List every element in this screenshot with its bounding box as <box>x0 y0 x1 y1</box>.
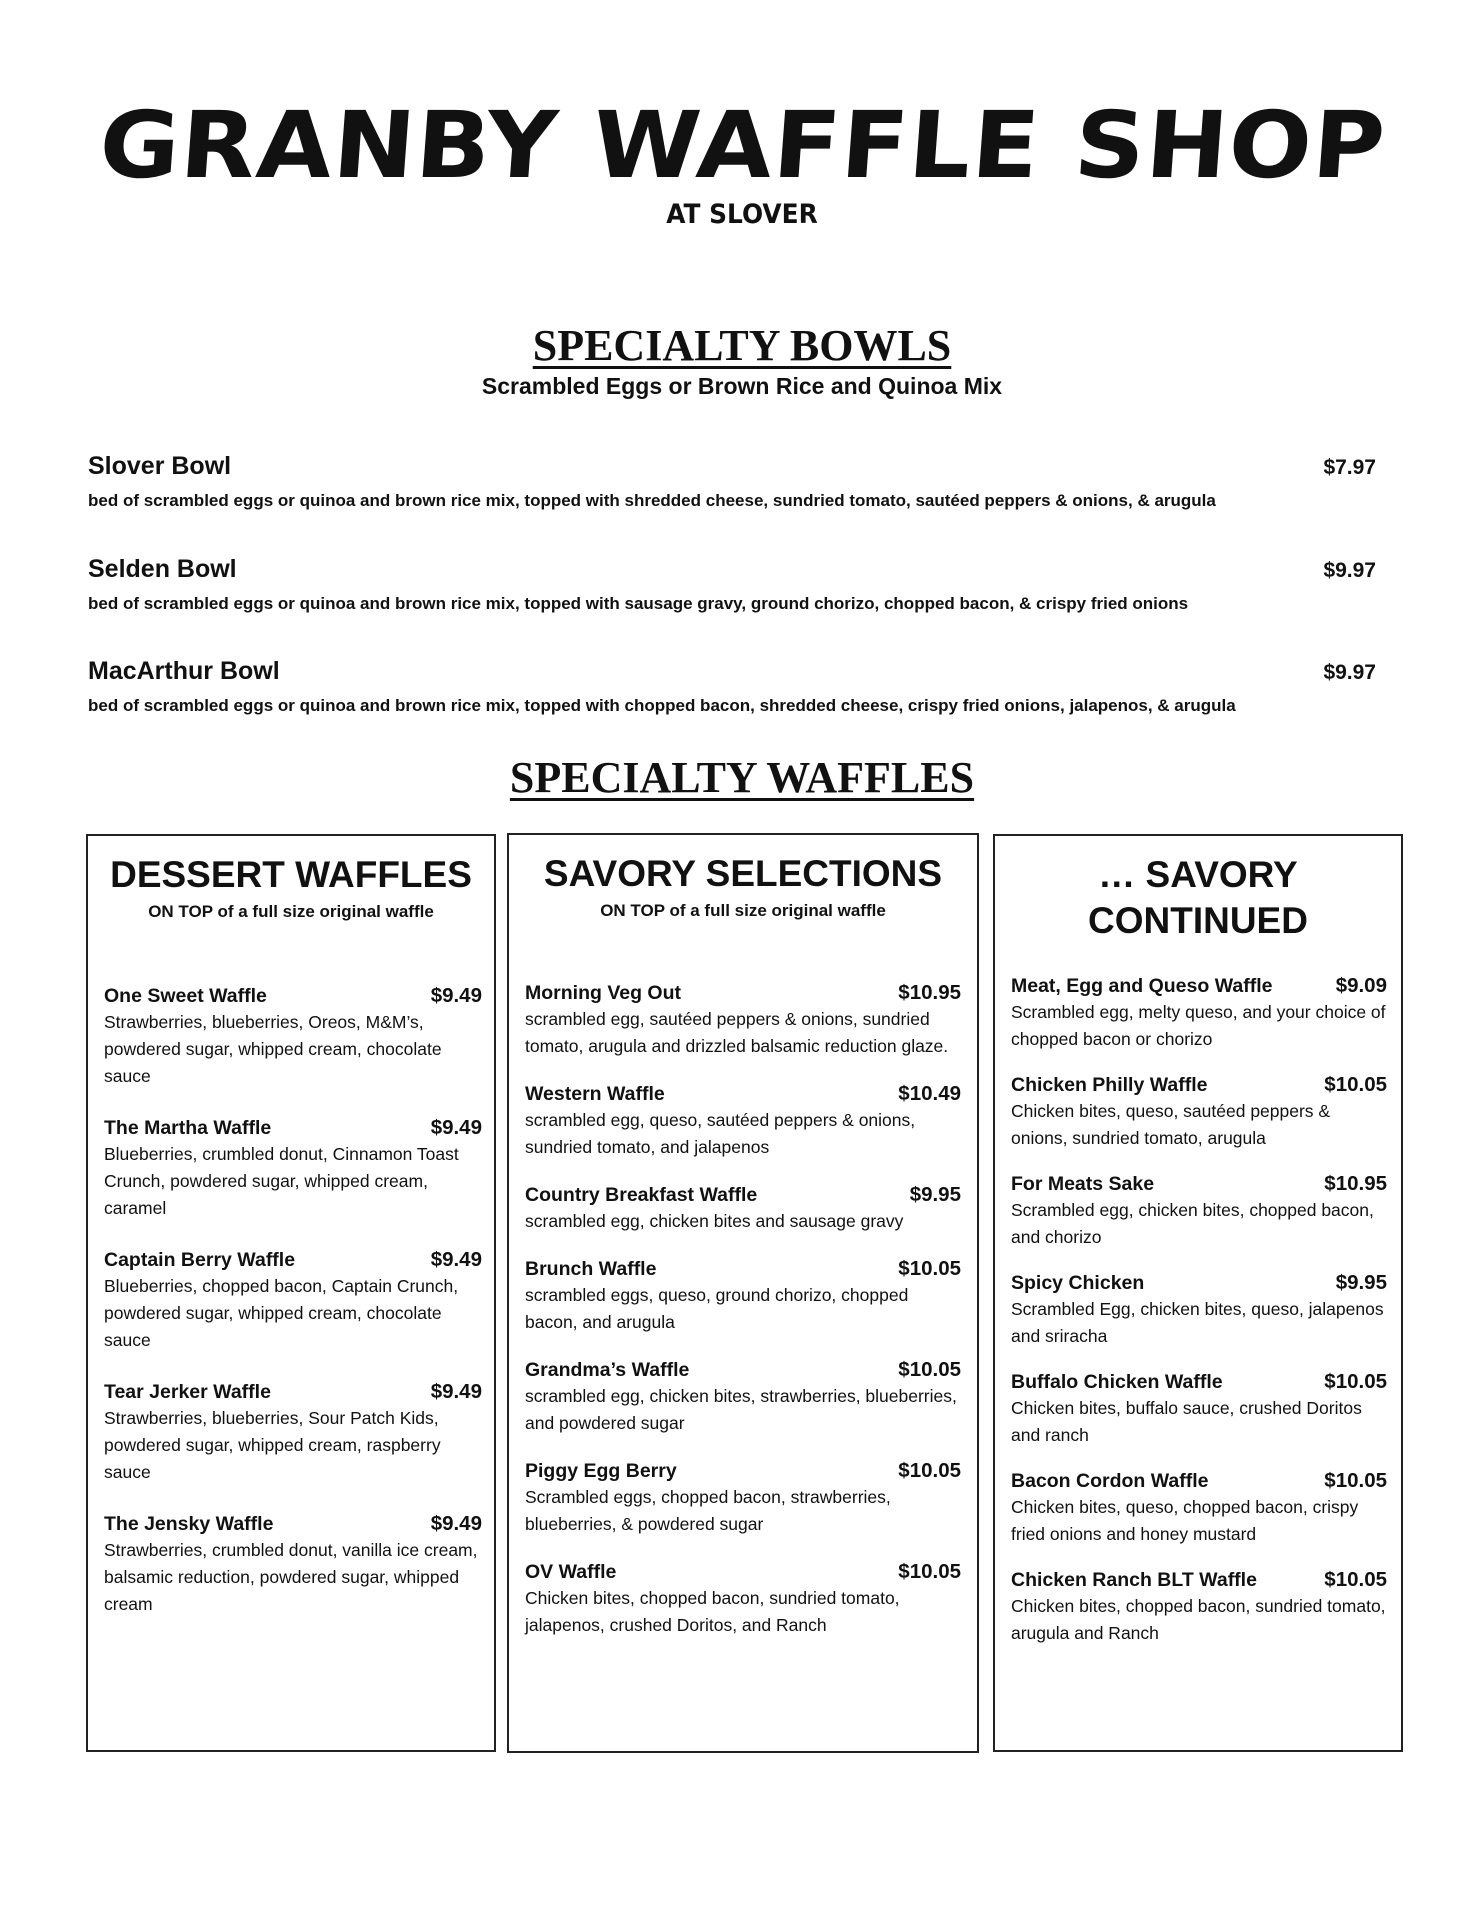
item-description: Chicken bites, chopped bacon, sundried tomato, jalapenos, crushed Doritos, and Ranch <box>525 1588 900 1635</box>
item-price: $9.95 <box>909 1183 961 1206</box>
shop-title: GRANBY WAFFLE SHOP <box>95 92 1389 199</box>
item-description: Chicken bites, buffalo sauce, crushed Doritos and ranch <box>1011 1398 1362 1445</box>
item-name: For Meats Sake <box>1011 1173 1155 1195</box>
item-name: Brunch Waffle <box>525 1258 657 1280</box>
item-price: $9.49 <box>430 1380 482 1403</box>
bowl-price: $7.97 <box>1323 456 1376 479</box>
item-name: The Jensky Waffle <box>104 1513 274 1535</box>
item-name: Grandma’s Waffle <box>525 1359 690 1381</box>
bowl-name: MacArthur Bowl <box>88 657 280 685</box>
item-price: $9.95 <box>1335 1271 1387 1294</box>
item-name: Tear Jerker Waffle <box>104 1381 271 1403</box>
savory-selections-box <box>507 833 979 1753</box>
menu-item <box>525 1358 961 1437</box>
shop-logo <box>0 92 1484 232</box>
item-name: Morning Veg Out <box>525 982 681 1004</box>
bowl-description: bed of scrambled eggs or quinoa and brown rice mix, topped with sausage gravy, ground chorizo, chopped bacon, & crispy fried onions <box>88 594 1189 613</box>
menu-item <box>1011 1370 1387 1449</box>
item-name: Spicy Chicken <box>1011 1272 1145 1294</box>
item-name: Captain Berry Waffle <box>104 1249 296 1271</box>
menu-item <box>104 1248 482 1354</box>
item-name: Piggy Egg Berry <box>525 1460 677 1482</box>
item-description: Scrambled egg, chicken bites, chopped bacon, and chorizo <box>1011 1200 1374 1247</box>
bowl-item <box>88 452 1376 511</box>
item-description: scrambled egg, sautéed peppers & onions, sundried tomato, arugula and drizzled balsamic reduction glaze. <box>525 1009 949 1056</box>
menu-item <box>525 981 961 1060</box>
item-name: OV Waffle <box>525 1561 617 1583</box>
bowls-heading: SPECIALTY BOWLS <box>532 321 952 370</box>
box-title: … SAVORY CONTINUED <box>1088 854 1308 941</box>
item-price: $9.49 <box>430 984 482 1007</box>
item-description: Chicken bites, chopped bacon, sundried tomato, arugula and Ranch <box>1011 1596 1386 1643</box>
item-description: scrambled eggs, queso, ground chorizo, chopped bacon, and arugula <box>525 1285 909 1332</box>
menu-item <box>525 1560 961 1639</box>
menu-item <box>525 1459 961 1538</box>
item-description: scrambled egg, queso, sautéed peppers & onions, sundried tomato, and jalapenos <box>525 1110 916 1157</box>
menu-item <box>104 1512 482 1618</box>
bowl-item <box>88 555 1376 614</box>
menu-item <box>1011 1073 1387 1152</box>
item-description: Chicken bites, queso, chopped bacon, crispy fried onions and honey mustard <box>1011 1497 1359 1544</box>
item-description: Blueberries, chopped bacon, Captain Crunch, powdered sugar, whipped cream, chocolate sauce <box>104 1276 459 1350</box>
dessert-waffles-box <box>86 834 496 1752</box>
menu-item <box>1011 1172 1387 1251</box>
item-price: $10.49 <box>898 1082 961 1105</box>
item-name: Meat, Egg and Queso Waffle <box>1011 975 1273 997</box>
item-price: $9.49 <box>430 1248 482 1271</box>
item-name: Western Waffle <box>525 1083 665 1105</box>
menu-item <box>525 1082 961 1161</box>
waffles-heading: SPECIALTY WAFFLES <box>509 753 975 802</box>
item-description: scrambled egg, chicken bites, strawberries, blueberries, and powdered sugar <box>525 1386 957 1433</box>
menu-item <box>525 1257 961 1336</box>
menu-item <box>1011 974 1387 1053</box>
item-price: $10.05 <box>1324 1469 1387 1492</box>
menu-item <box>104 1380 482 1486</box>
shop-subtitle: AT SLOVER <box>666 199 818 230</box>
item-description: Scrambled Egg, chicken bites, queso, jalapenos and sriracha <box>1011 1299 1384 1346</box>
box-subtitle: ON TOP of a full size original waffle <box>600 901 886 920</box>
item-description: Scrambled eggs, chopped bacon, strawberries, blueberries, & powdered sugar <box>525 1487 891 1534</box>
menu-item <box>1011 1271 1387 1350</box>
item-name: Country Breakfast Waffle <box>525 1184 758 1206</box>
box-title: DESSERT WAFFLES <box>110 854 472 895</box>
bowl-price: $9.97 <box>1323 661 1376 684</box>
item-description: scrambled egg, chicken bites and sausage gravy <box>525 1211 904 1231</box>
item-price: $9.49 <box>430 1512 482 1535</box>
savory-continued-box <box>993 834 1403 1752</box>
item-price: $10.95 <box>898 981 961 1004</box>
item-description: Scrambled egg, melty queso, and your choice of chopped bacon or chorizo <box>1011 1002 1386 1049</box>
menu-item <box>104 984 482 1090</box>
item-price: $9.49 <box>430 1116 482 1139</box>
item-price: $10.05 <box>1324 1568 1387 1591</box>
item-name: Chicken Ranch BLT Waffle <box>1011 1569 1257 1591</box>
item-description: Strawberries, blueberries, Sour Patch Kids, powdered sugar, whipped cream, raspberry sauce <box>104 1408 441 1482</box>
item-description: Chicken bites, queso, sautéed peppers & onions, sundried tomato, arugula <box>1011 1101 1331 1148</box>
bowl-name: Selden Bowl <box>88 555 237 583</box>
item-price: $10.05 <box>898 1459 961 1482</box>
item-description: Strawberries, crumbled donut, vanilla ice cream, balsamic reduction, powdered sugar, whipped cream <box>104 1540 478 1614</box>
item-price: $10.05 <box>1324 1073 1387 1096</box>
bowl-name: Slover Bowl <box>88 452 232 480</box>
item-price: $10.05 <box>898 1560 961 1583</box>
item-price: $10.05 <box>898 1358 961 1381</box>
item-name: Chicken Philly Waffle <box>1011 1074 1208 1096</box>
item-name: Bacon Cordon Waffle <box>1011 1470 1209 1492</box>
bowl-description: bed of scrambled eggs or quinoa and brown rice mix, topped with shredded cheese, sundried tomato, sautéed peppers & onions, & arugula <box>88 491 1216 510</box>
menu-item <box>525 1183 961 1235</box>
item-name: Buffalo Chicken Waffle <box>1011 1371 1223 1393</box>
item-description: Strawberries, blueberries, Oreos, M&M’s, powdered sugar, whipped cream, chocolate sauce <box>104 1012 442 1086</box>
bowls-subheading: Scrambled Eggs or Brown Rice and Quinoa Mix <box>481 373 1003 399</box>
item-price: $9.09 <box>1335 974 1387 997</box>
item-name: The Martha Waffle <box>104 1117 272 1139</box>
item-description: Blueberries, crumbled donut, Cinnamon Toast Crunch, powdered sugar, whipped cream, caramel <box>104 1144 459 1218</box>
item-name: One Sweet Waffle <box>104 985 267 1007</box>
bowl-price: $9.97 <box>1323 559 1376 582</box>
item-price: $10.95 <box>1324 1172 1387 1195</box>
box-subtitle: ON TOP of a full size original waffle <box>148 902 434 921</box>
bowl-description: bed of scrambled eggs or quinoa and brown rice mix, topped with chopped bacon, shredded cheese, crispy fried onions, jalapenos, & arugula <box>88 696 1236 715</box>
menu-item <box>1011 1469 1387 1548</box>
menu-item <box>104 1116 482 1222</box>
menu-item <box>1011 1568 1387 1647</box>
item-price: $10.05 <box>898 1257 961 1280</box>
item-price: $10.05 <box>1324 1370 1387 1393</box>
box-title: SAVORY SELECTIONS <box>543 853 943 894</box>
bowl-item <box>88 657 1376 716</box>
